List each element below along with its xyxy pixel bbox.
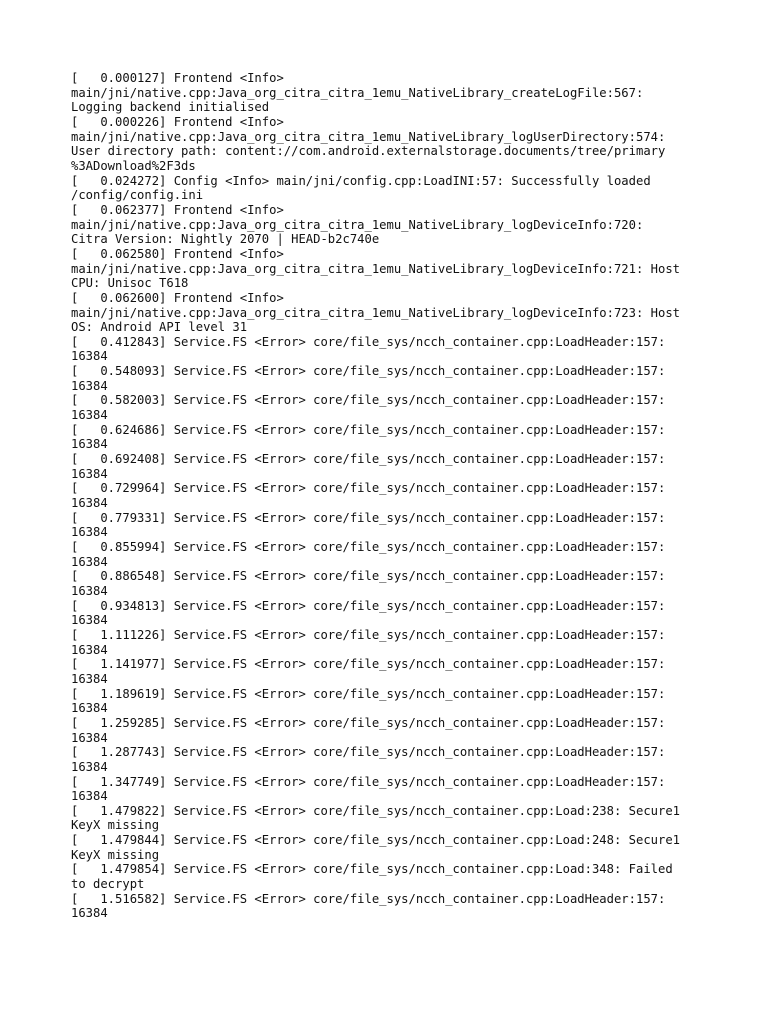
- log-line: 16384: [71, 437, 108, 452]
- log-line: [ 0.729964] Service.FS <Error> core/file_sys/ncch_container.cpp:LoadHeader:157:: [71, 481, 666, 496]
- log-line: 16384: [71, 613, 108, 628]
- log-line: [ 1.347749] Service.FS <Error> core/file_sys/ncch_container.cpp:LoadHeader:157:: [71, 774, 666, 789]
- log-line: KeyX missing: [71, 847, 160, 862]
- log-line: [ 0.062600] Frontend <Info>: [71, 290, 284, 305]
- log-line: [ 1.141977] Service.FS <Error> core/file_sys/ncch_container.cpp:LoadHeader:157:: [71, 657, 666, 672]
- log-line: 16384: [71, 525, 108, 540]
- log-line: 16384: [71, 642, 108, 657]
- log-line: 16384: [71, 496, 108, 511]
- log-line: [ 1.516582] Service.FS <Error> core/file_sys/ncch_container.cpp:LoadHeader:157:: [71, 891, 666, 906]
- log-line: main/jni/native.cpp:Java_org_citra_citra_1emu_NativeLibrary_logDeviceInfo:721: Host: [71, 261, 681, 276]
- log-line: [ 1.287743] Service.FS <Error> core/file_sys/ncch_container.cpp:LoadHeader:157:: [71, 745, 666, 760]
- log-line: KeyX missing: [71, 818, 160, 833]
- log-line: to decrypt: [71, 877, 145, 892]
- log-line: [ 0.934813] Service.FS <Error> core/file_sys/ncch_container.cpp:LoadHeader:157:: [71, 598, 666, 613]
- log-line: 16384: [71, 349, 108, 364]
- log-line: Logging backend initialised: [71, 100, 270, 115]
- log-line: main/jni/native.cpp:Java_org_citra_citra_1emu_NativeLibrary_logDeviceInfo:720:: [71, 217, 644, 232]
- log-line: [ 1.479844] Service.FS <Error> core/file_sys/ncch_container.cpp:Load:248: Secure1: [71, 833, 681, 848]
- log-line: main/jni/native.cpp:Java_org_citra_citra_1emu_NativeLibrary_logDeviceInfo:723: Host: [71, 305, 681, 320]
- log-text: [71, 71, 711, 921]
- log-line: [ 0.779331] Service.FS <Error> core/file_sys/ncch_container.cpp:LoadHeader:157:: [71, 510, 666, 525]
- log-line: [ 1.189619] Service.FS <Error> core/file_sys/ncch_container.cpp:LoadHeader:157:: [71, 686, 666, 701]
- log-line: main/jni/native.cpp:Java_org_citra_citra_1emu_NativeLibrary_createLogFile:567:: [71, 85, 644, 100]
- log-line: 16384: [71, 906, 108, 921]
- log-line: [ 1.259285] Service.FS <Error> core/file_sys/ncch_container.cpp:LoadHeader:157:: [71, 715, 666, 730]
- log-line: [ 1.479854] Service.FS <Error> core/file_sys/ncch_container.cpp:Load:348: Failed: [71, 862, 673, 877]
- log-line: OS: Android API level 31: [71, 320, 248, 335]
- log-line: [ 0.624686] Service.FS <Error> core/file_sys/ncch_container.cpp:LoadHeader:157:: [71, 422, 666, 437]
- log-line: 16384: [71, 701, 108, 716]
- log-line: 16384: [71, 789, 108, 804]
- log-line: [ 0.412843] Service.FS <Error> core/file_sys/ncch_container.cpp:LoadHeader:157:: [71, 334, 666, 349]
- log-line: main/jni/native.cpp:Java_org_citra_citra_1emu_NativeLibrary_logUserDirectory:574:: [71, 129, 666, 144]
- log-line: 16384: [71, 583, 108, 598]
- log-line: [ 0.000226] Frontend <Info>: [71, 114, 284, 129]
- log-line: [ 1.111226] Service.FS <Error> core/file_sys/ncch_container.cpp:LoadHeader:157:: [71, 627, 666, 642]
- log-line: [ 0.886548] Service.FS <Error> core/file_sys/ncch_container.cpp:LoadHeader:157:: [71, 569, 666, 584]
- log-line: CPU: Unisoc T618: [71, 276, 189, 291]
- log-line: [ 0.692408] Service.FS <Error> core/file_sys/ncch_container.cpp:LoadHeader:157:: [71, 452, 666, 467]
- log-line: [ 0.000127] Frontend <Info>: [71, 71, 284, 85]
- log-line: [ 0.062377] Frontend <Info>: [71, 202, 284, 217]
- log-line: [ 0.024272] Config <Info> main/jni/config.cpp:LoadINI:57: Successfully loaded: [71, 173, 651, 188]
- log-line: Citra Version: Nightly 2070 | HEAD-b2c740e: [71, 232, 380, 247]
- log-line: User directory path: content://com.android.externalstorage.documents/tree/primary: [71, 144, 666, 159]
- log-line: 16384: [71, 378, 108, 393]
- log-line: [ 1.479822] Service.FS <Error> core/file_sys/ncch_container.cpp:Load:238: Secure1: [71, 803, 681, 818]
- log-line: 16384: [71, 730, 108, 745]
- log-line: [ 0.548093] Service.FS <Error> core/file_sys/ncch_container.cpp:LoadHeader:157:: [71, 364, 666, 379]
- log-line: [ 0.582003] Service.FS <Error> core/file_sys/ncch_container.cpp:LoadHeader:157:: [71, 393, 666, 408]
- log-line: %3ADownload%2F3ds: [71, 158, 196, 173]
- log-line: 16384: [71, 408, 108, 423]
- log-line: 16384: [71, 466, 108, 481]
- log-line: 16384: [71, 759, 108, 774]
- log-line: 16384: [71, 554, 108, 569]
- log-line: /config/config.ini: [71, 188, 204, 203]
- log-line: [ 0.062580] Frontend <Info>: [71, 246, 284, 261]
- log-line: 16384: [71, 671, 108, 686]
- log-line: [ 0.855994] Service.FS <Error> core/file_sys/ncch_container.cpp:LoadHeader:157:: [71, 540, 666, 554]
